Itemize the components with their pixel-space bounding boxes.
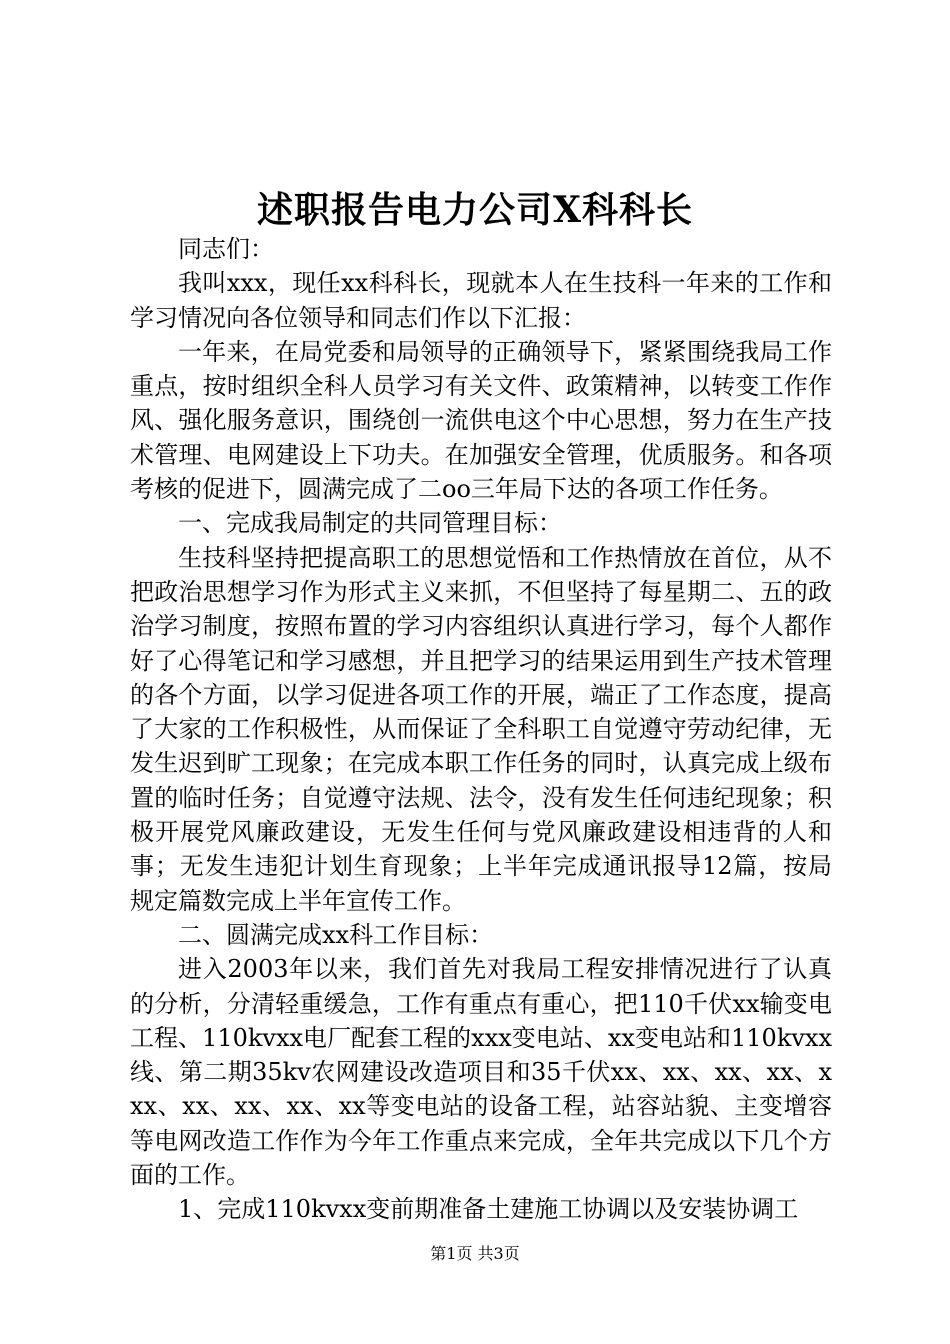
paragraph-section-1: 生技科坚持把提高职工的思想觉悟和工作热情放在首位，从不把政治思想学习作为形式主义来抓，不但坚持了每星期二、五的政治学习制度，按照布置的学习内容组织认真进行学习，每个人都作好了心得笔记和学习感想，并且把学习的结果运用到生产技术管理的各个方面，以学习促进各项工作的开展，端正了工作态度，提高了大家的工作积极性，从而保证了全科职工自觉遵守劳动纪律，无发生迟到旷工现象；在完成本职工作任务的同时，认真完成上级布置的临时任务；自觉遵守法规、法令，没有发生任何违纪现象；积极开展党风廉政建设，无发生任何与党风廉政建设相违背的人和事；无发生违犯计划生育现象；上半年完成通讯报导12篇，按局规定篇数完成上半年宣传工作。 [130, 543, 832, 915]
paragraph-greeting: 同志们： [178, 235, 274, 263]
paragraph-section-2: 进入2003年以来，我们首先对我局工程安排情况进行了认真的分析，分清轻重缓急，工作有重点有重心，把110千伏xx输变电工程、110kvxx电厂配套工程的xxx变电站、xx变电站和110kvxx线、第二期35kv农网建设改造项目和35千伏xx、xx、xx、xx、xxx、xx、xx、xx、xx等变电站的设备工程，站容站貌、主变增容等电网改造工作作为今年工作重点来完成，全年共完成以下几个方面的工作。 [130, 955, 832, 1190]
section-heading-2: 二、圆满完成xx科工作目标： [178, 920, 494, 949]
paragraph-item-1: 1、完成110kvxx变前期准备土建施工协调以及安装协调工 [178, 1195, 799, 1224]
document-title: 述职报告电力公司X科科长 [257, 189, 693, 231]
page-footer: 第1页 共3页 [430, 1244, 520, 1263]
paragraph-introduction: 我叫xxx，现任xx科科长，现就本人在生技科一年来的工作和学习情况向各位领导和同志们作以下汇报： [130, 269, 832, 332]
section-heading-1: 一、完成我局制定的共同管理目标： [178, 509, 562, 538]
document-body [130, 232, 832, 1227]
paragraph-overview: 一年来，在局党委和局领导的正确领导下，紧紧围绕我局工作重点，按时组织全科人员学习有关文件、政策精神，以转变工作作风、强化服务意识，围绕创一流供电这个中心思想，努力在生产技术管理、电网建设上下功夫。在加强安全管理，优质服务。和各项考核的促进下，圆满完成了二oo三年局下达的各项工作任务。 [130, 337, 832, 504]
